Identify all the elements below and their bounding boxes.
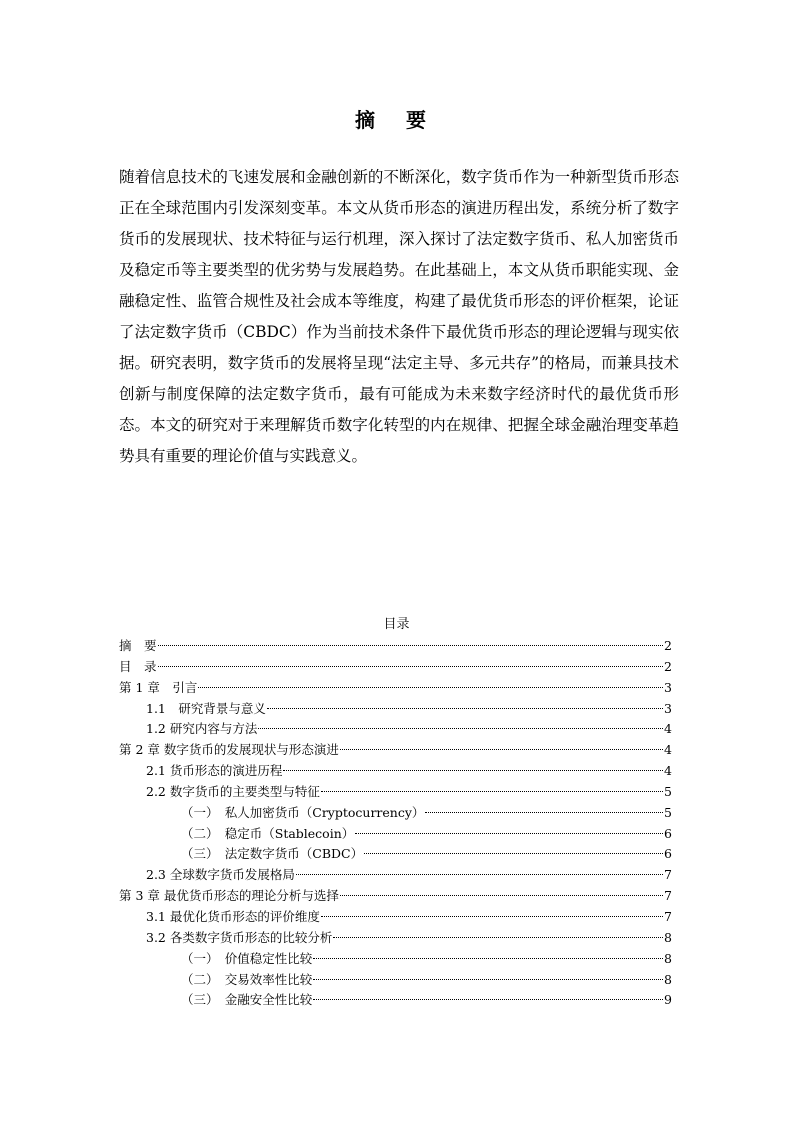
toc-leader (258, 728, 663, 729)
toc-entry[interactable] (119, 740, 672, 761)
toc-leader (425, 812, 663, 813)
toc-entry-text: 3.2 各类数字货币形态的比较分析 (146, 929, 333, 945)
toc-entry[interactable] (119, 824, 672, 845)
toc-entry-page: 7 (664, 888, 672, 904)
toc-entry-text: 第 1 章 引言 (119, 679, 198, 695)
toc-entry-text: 3.1 最优化货币形态的评价维度 (146, 908, 320, 924)
toc-entry[interactable] (119, 719, 672, 740)
toc-entry[interactable] (119, 636, 672, 657)
toc-entry-page: 8 (664, 950, 672, 966)
toc-entry[interactable] (119, 865, 672, 886)
toc-leader (198, 687, 663, 688)
toc-entry-page: 9 (664, 992, 672, 1008)
toc-leader (313, 979, 663, 980)
toc-leader (321, 791, 663, 792)
toc-entry-text: 1.1 研究背景与意义 (146, 700, 266, 716)
toc-leader (321, 916, 663, 917)
table-of-contents (119, 636, 672, 1011)
toc-entry-page: 3 (664, 679, 672, 695)
toc-entry-text: （一） 价值稳定性比较 (181, 950, 313, 966)
toc-entry[interactable] (119, 803, 672, 824)
toc-entry[interactable] (119, 990, 672, 1011)
toc-leader (340, 749, 663, 750)
toc-entry-page: 4 (664, 721, 672, 737)
toc-entry-text: 摘 要 (119, 638, 157, 653)
toc-entry[interactable] (119, 782, 672, 803)
toc-entry-page: 6 (664, 825, 672, 841)
toc-entry-page: 7 (664, 908, 672, 924)
toc-entry-text: 2.2 数字货币的主要类型与特征 (146, 783, 320, 799)
toc-entry-page: 6 (664, 846, 672, 862)
abstract-body: 随着信息技术的飞速发展和金融创新的不断深化，数字货币作为一种新型货币形态正在全球范围内引发深刻变革。本文从货币形态的演进历程出发，系统分析了数字货币的发展现状、技术特征与运行机理，深入探讨了法定数字货币、私人加密货币及稳定币等主要类型的优劣势与发展趋势。在此基础上，本文从货币职能实现、金融稳定性、监管合规性及社会成本等维度，构建了最优货币形态的评价框架，论证了法定数字货币（CBDC）作为当前技术条件下最优货币形态的理论逻辑与现实依据。研究表明，数字货币的发展将呈现“法定主导、多元共存”的格局，而兼具技术创新与制度保障的法定数字货币，最有可能成为未来数字经济时代的最优货币形态。本文的研究对于来理解货币数字化转型的内在规律、把握全球金融治理变革趋势具有重要的理论价值与实践意义。 (119, 168, 679, 465)
toc-entry-page: 8 (664, 971, 672, 987)
toc-entry-text: （二） 稳定币（Stablecoin） (181, 825, 355, 841)
toc-entry-page: 2 (664, 638, 672, 653)
toc-leader (267, 708, 663, 709)
toc-leader (158, 666, 664, 667)
toc-entry-page: 8 (664, 929, 672, 945)
toc-entry[interactable] (119, 970, 672, 991)
toc-entry[interactable] (119, 949, 672, 970)
toc-entry[interactable] (119, 844, 672, 865)
toc-entry-page: 4 (664, 742, 672, 758)
toc-entry-text: 第 3 章 最优货币形态的理论分析与选择 (119, 888, 339, 904)
toc-entry-page: 2 (664, 658, 672, 674)
toc-leader (296, 874, 663, 875)
toc-entry-text: （一） 私人加密货币（Cryptocurrency） (181, 804, 425, 820)
toc-entry-page: 7 (664, 867, 672, 883)
toc-entry-page: 5 (664, 804, 672, 820)
abstract-title: 摘 要 (355, 108, 438, 132)
toc-leader (313, 999, 663, 1000)
toc-entry-page: 4 (664, 763, 672, 779)
toc-leader (313, 958, 663, 959)
toc-leader (355, 833, 663, 834)
toc-entry[interactable] (119, 657, 672, 678)
toc-entry-text: 2.3 全球数字货币发展格局 (146, 867, 295, 883)
toc-entry-text: （三） 金融安全性比较 (181, 992, 313, 1008)
toc-leader (364, 853, 663, 854)
toc-leader (283, 770, 663, 771)
toc-entry-text: 1.2 研究内容与方法 (146, 721, 258, 737)
toc-entry-text: 2.1 货币形态的演进历程 (146, 763, 283, 779)
toc-leader (333, 937, 663, 938)
toc-entry[interactable] (119, 699, 672, 720)
toc-entry-text: （三） 法定数字货币（CBDC） (181, 846, 364, 862)
toc-entry-text: （二） 交易效率性比较 (181, 971, 313, 987)
toc-entry-text: 目 录 (119, 658, 157, 674)
toc-leader (158, 645, 664, 646)
toc-entry-page: 3 (664, 700, 672, 716)
toc-entry[interactable] (119, 928, 672, 949)
toc-entry[interactable] (119, 907, 672, 928)
toc-entry-page: 5 (664, 783, 672, 799)
toc-entry[interactable] (119, 761, 672, 782)
toc-leader (340, 895, 663, 896)
toc-entry[interactable] (119, 678, 672, 699)
toc-title: 目录 (383, 617, 410, 632)
toc-entry[interactable] (119, 886, 672, 907)
toc-entry-text: 第 2 章 数字货币的发展现状与形态演进 (119, 742, 339, 758)
